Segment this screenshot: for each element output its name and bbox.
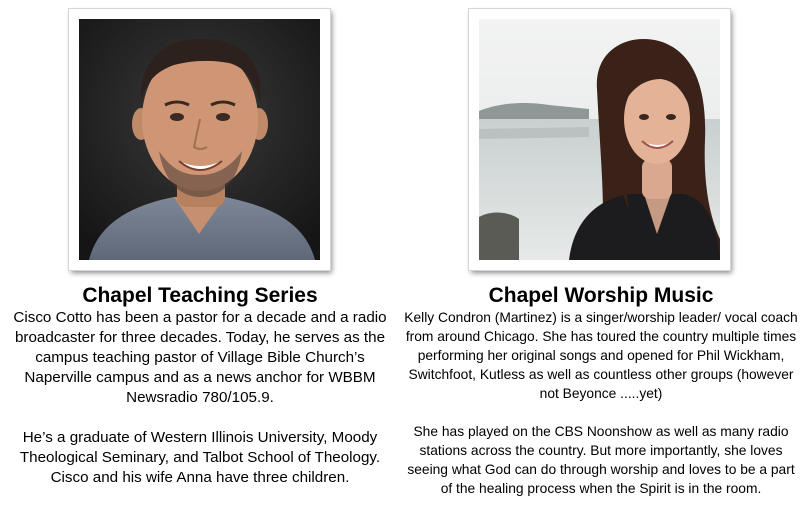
worship-music-section [402, 284, 800, 498]
teaching-series-heading: Chapel Teaching Series [82, 284, 318, 307]
teaching-bio-paragraph-2: He’s a graduate of Western Illinois University, Moody Theological Seminary, and Talbot School of Theology. Cisco and his wife Anna have three children. [19, 429, 381, 486]
teaching-bio-paragraph-1: Cisco Cotto has been a pastor for a decade and a radio broadcaster for three decades. Today, he serves as the campus teaching pastor of Village Bible Church’s Naperville campus and as a news anchor for WBBM Newsradio 780/105.9. [13, 309, 387, 406]
teaching-speaker-photo [69, 9, 330, 270]
woman-portrait-icon [479, 19, 720, 260]
worship-music-heading: Chapel Worship Music [488, 284, 714, 307]
teaching-series-section [0, 284, 400, 488]
worship-bio-paragraph-2: She has played on the CBS Noonshow as well as many radio stations across the country. But more importantly, she loves seeing what God can do through worship and loves to be a part of the healing process when the Spirit is in the room. [407, 424, 795, 496]
man-portrait-icon [79, 19, 320, 260]
worship-leader-photo [469, 9, 730, 270]
worship-bio-paragraph-1: Kelly Condron (Martinez) is a singer/worship leader/ vocal coach from around Chicago. She has toured the country multiple times performing her original songs and opened for Phil Wickham, Switchfoot, Kutless as well as countless other groups (however not Beyonce .....yet) [404, 310, 798, 401]
